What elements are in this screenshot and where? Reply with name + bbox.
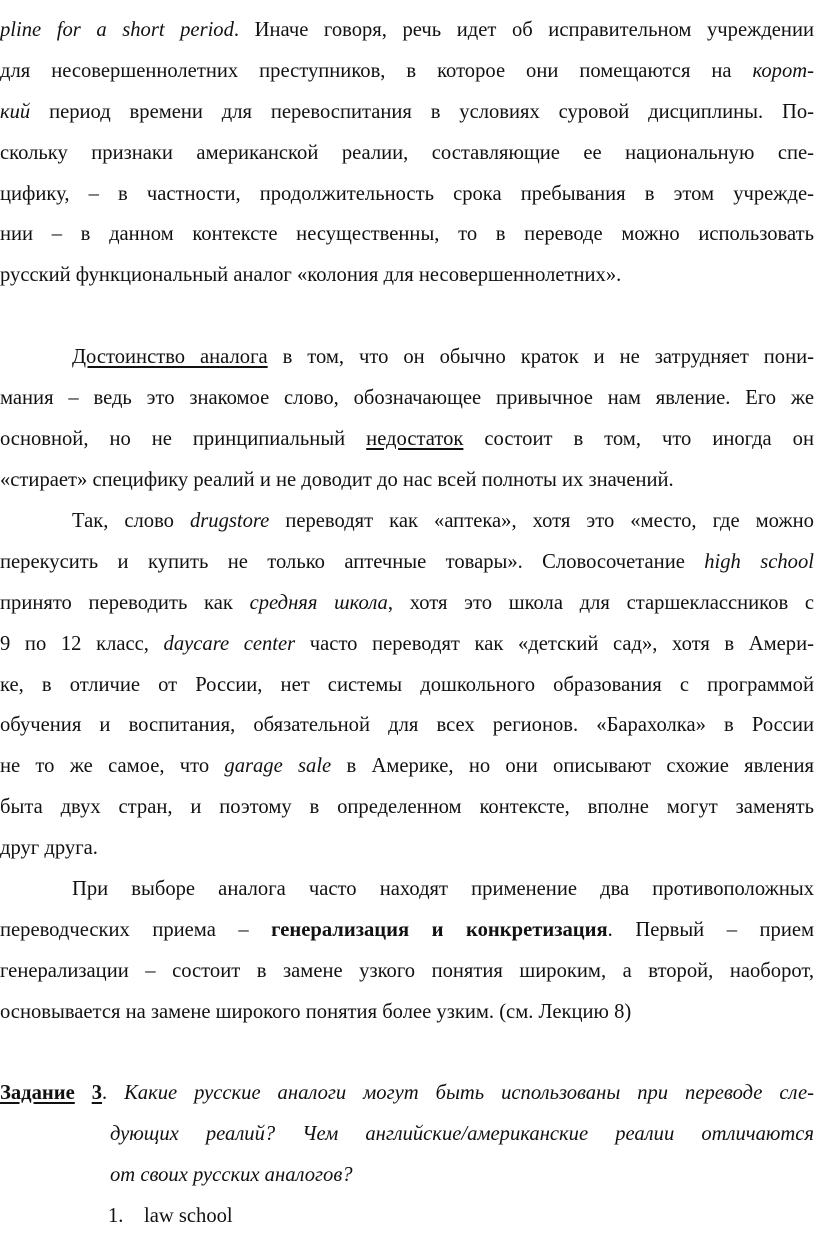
english-term: drugstore (189, 510, 270, 532)
task-block (0, 1073, 814, 1237)
text-span: основной, но не принципиальный (0, 427, 367, 450)
task-heading-line (0, 1073, 814, 1114)
english-term: daycare center (163, 632, 296, 655)
text-line (0, 51, 814, 92)
text-line (0, 746, 814, 787)
russian-term: средняя школа (249, 591, 388, 614)
text-line: друг друга. (0, 837, 98, 860)
text-line (0, 624, 814, 665)
list-item-text: law school (144, 1204, 233, 1227)
text-line: При выборе аналога часто находят применение два противоположных (72, 878, 814, 900)
text-line: мания – ведь это знакомое слово, обозначающее привычное нам явление. Его же (0, 386, 814, 409)
paragraph-2 (0, 337, 814, 501)
text-span: часто переводят как «детский сад», хотя в Амери- (295, 632, 814, 655)
text-span: в Америке, но они описывают схожие явления (331, 755, 814, 778)
text-line: ке, в отличие от России, нет системы дошкольного образования с программой (0, 673, 814, 696)
task-question-line (0, 1155, 814, 1196)
english-term: high school (704, 550, 814, 573)
text-line (0, 419, 814, 460)
text-span: . Первый – прием (607, 918, 815, 941)
text-line: скольку признаки американской реалии, составляющие ее национальную спе- (0, 141, 814, 164)
list-item (0, 1196, 814, 1237)
russian-term: кий (0, 100, 31, 123)
text-line (0, 10, 814, 51)
text-line: основывается на замене широкого понятия более узким. (см. Лекцию 8) (0, 1000, 632, 1023)
paragraph-4 (0, 869, 814, 1033)
text-span: период времени для перевоспитания в условиях суровой дисциплины. По- (30, 100, 814, 123)
task-dot: . (102, 1082, 125, 1104)
paragraph-3 (0, 501, 814, 869)
english-term: garage sale (224, 755, 332, 778)
text-line (0, 92, 814, 133)
text-span: перекусить и купить не только аптечные товары». Словосочетание (0, 550, 705, 573)
text-span: . Иначе говоря, речь идет об исправительном учреждении (233, 19, 814, 41)
task-label (0, 1082, 102, 1104)
text-line (0, 542, 814, 583)
task-question-line (0, 1114, 814, 1155)
task-question: дующих реалий? Чем английские/американские реалии отличаются (110, 1122, 814, 1145)
text-line (0, 337, 814, 378)
text-span: , хотя это школа для старшеклассников с (387, 591, 815, 614)
text-span: переводят как «аптека», хотя это «место, где можно (269, 510, 814, 532)
list-item-number: 1. (108, 1204, 124, 1227)
task-question: от своих русских аналогов? (110, 1163, 353, 1186)
text-line: русский функциональный аналог «колония для несовершеннолетних». (0, 264, 622, 287)
text-span: в том, что он обычно краток и не затрудняет пони- (267, 346, 814, 368)
text-span: Так, слово (72, 510, 190, 532)
text-line: нии – в данном контексте несущественны, то в переводе можно использовать (0, 223, 814, 246)
task-number: 3 (91, 1082, 103, 1104)
text-line (0, 910, 814, 951)
text-line: генерализации – состоит в замене узкого понятия широким, а второй, наоборот, (0, 959, 814, 982)
task-label-text: Задание (0, 1082, 75, 1104)
text-span: не то же самое, что (0, 755, 225, 778)
text-line (0, 501, 814, 542)
paragraph-1 (0, 10, 814, 296)
text-span: переводческих приема – (0, 918, 272, 941)
text-span: принято переводить как (0, 591, 250, 614)
text-line: обучения и воспитания, обязательной для всех регионов. «Барахолка» в России (0, 714, 814, 737)
english-term: pline for a short period (0, 19, 234, 41)
text-line: цифику, – в частности, продолжительность срока пребывания в этом учрежде- (0, 182, 814, 205)
task-question: Какие русские аналоги могут быть использованы при переводе сле- (124, 1082, 814, 1104)
russian-term: корот- (752, 59, 814, 82)
text-line (0, 583, 814, 624)
text-span: для несовершеннолетних преступников, в которое они помещаются на (0, 59, 753, 82)
underlined-term: недостаток (366, 427, 464, 450)
text-span: 9 по 12 класс, (0, 632, 164, 655)
underlined-term: Достоинство аналога (72, 346, 268, 368)
bold-term: генерализация и конкретизация (271, 918, 608, 941)
text-span: состоит в том, что иногда он (463, 427, 814, 450)
text-line: «стирает» специфику реалий и не доводит до нас всей полноты их значений. (0, 468, 674, 491)
text-line: быта двух стран, и поэтому в определенном контексте, вполне могут заменять (0, 796, 814, 819)
